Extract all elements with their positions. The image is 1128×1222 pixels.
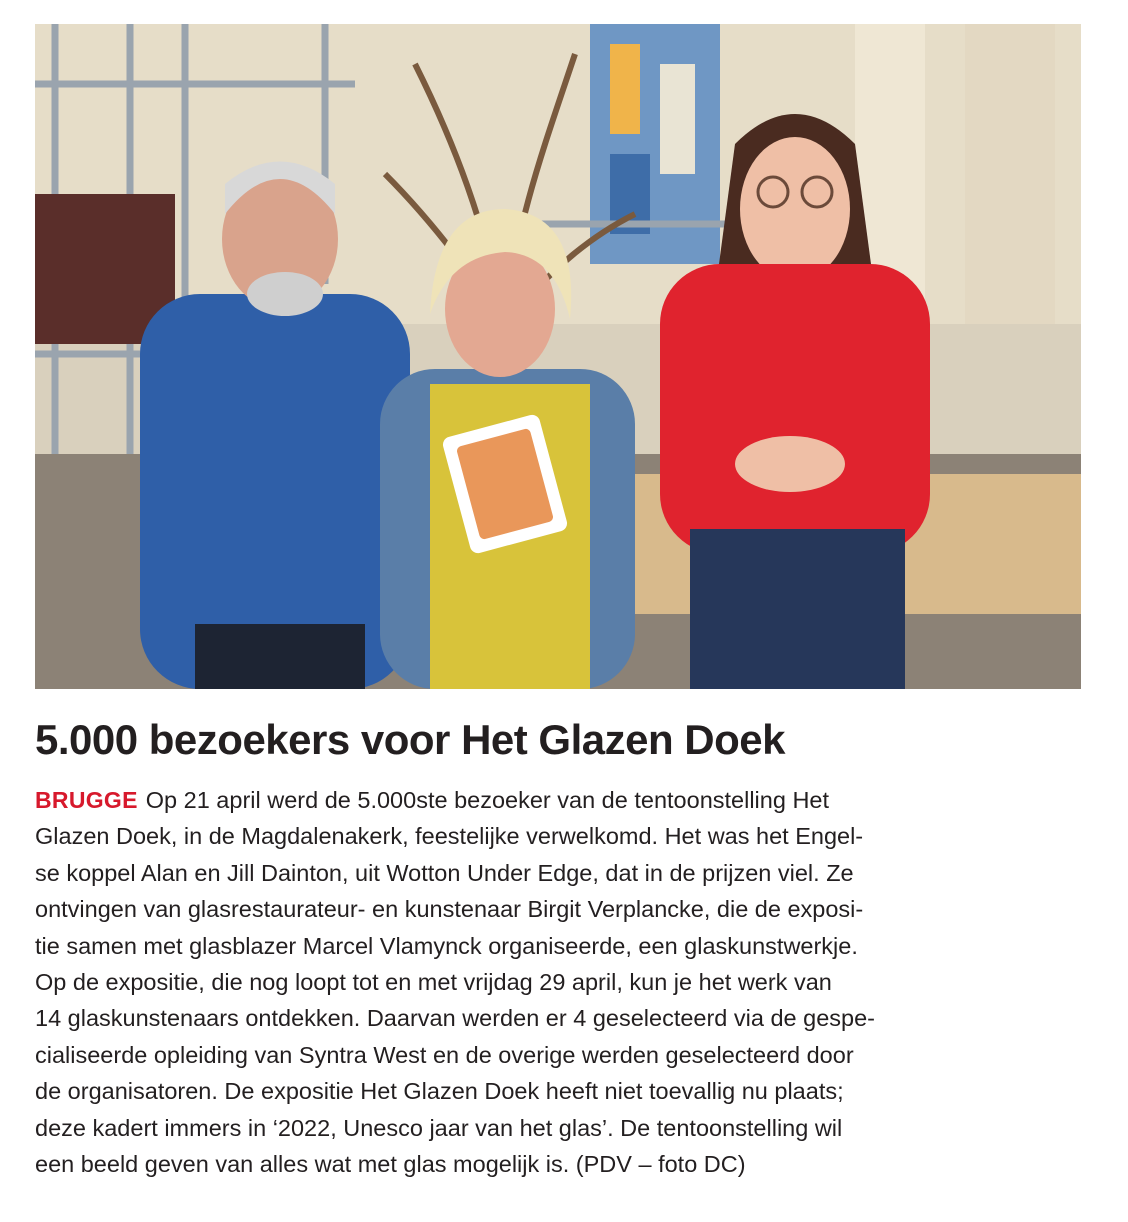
church-pillar [965, 24, 1055, 324]
dateline: BRUGGE [35, 787, 138, 813]
article-line: Op de expositie, die nog loopt tot en met vrijdag 29 april, kun je het werk van [35, 968, 832, 995]
article-line [35, 782, 1095, 818]
article-line: deze kadert immers in ‘2022, Unesco jaar van het glas’. De tentoonstelling wil [35, 1114, 843, 1141]
article-line-text: Op 21 april werd de 5.000ste bezoeker van de tentoonstelling Het [145, 787, 830, 813]
article-line: 14 glaskunstenaars ontdekken. Daarvan werden er 4 geselecteerd via de gespe- [35, 1005, 875, 1032]
article-line: cialiseerde opleiding van Syntra West en de overige werden geselecteerd door [35, 1041, 854, 1068]
article-line: de organisatoren. De expositie Het Glazen Doek heeft niet toevallig nu plaats; [35, 1078, 844, 1105]
photo-illustration [35, 24, 1081, 689]
article-line: een beeld geven van alles wat met glas mogelijk is. (PDV – foto DC) [35, 1150, 746, 1177]
article-line: Glazen Doek, in de Magdalenakerk, feestelijke verwelkomd. Het was het Engel- [35, 823, 864, 850]
article-line: ontvingen van glasrestaurateur- en kunstenaar Birgit Verplancke, die de exposi- [35, 896, 864, 923]
article-body [35, 782, 1095, 1182]
article-line: se koppel Alan en Jill Dainton, uit Wotton Under Edge, dat in de prijzen viel. Ze [35, 859, 854, 886]
article-line: tie samen met glasblazer Marcel Vlamynck organiseerde, een glaskunstwerkje. [35, 932, 858, 959]
article-photo [35, 24, 1081, 689]
article-headline: 5.000 bezoekers voor Het Glazen Doek [35, 716, 785, 763]
